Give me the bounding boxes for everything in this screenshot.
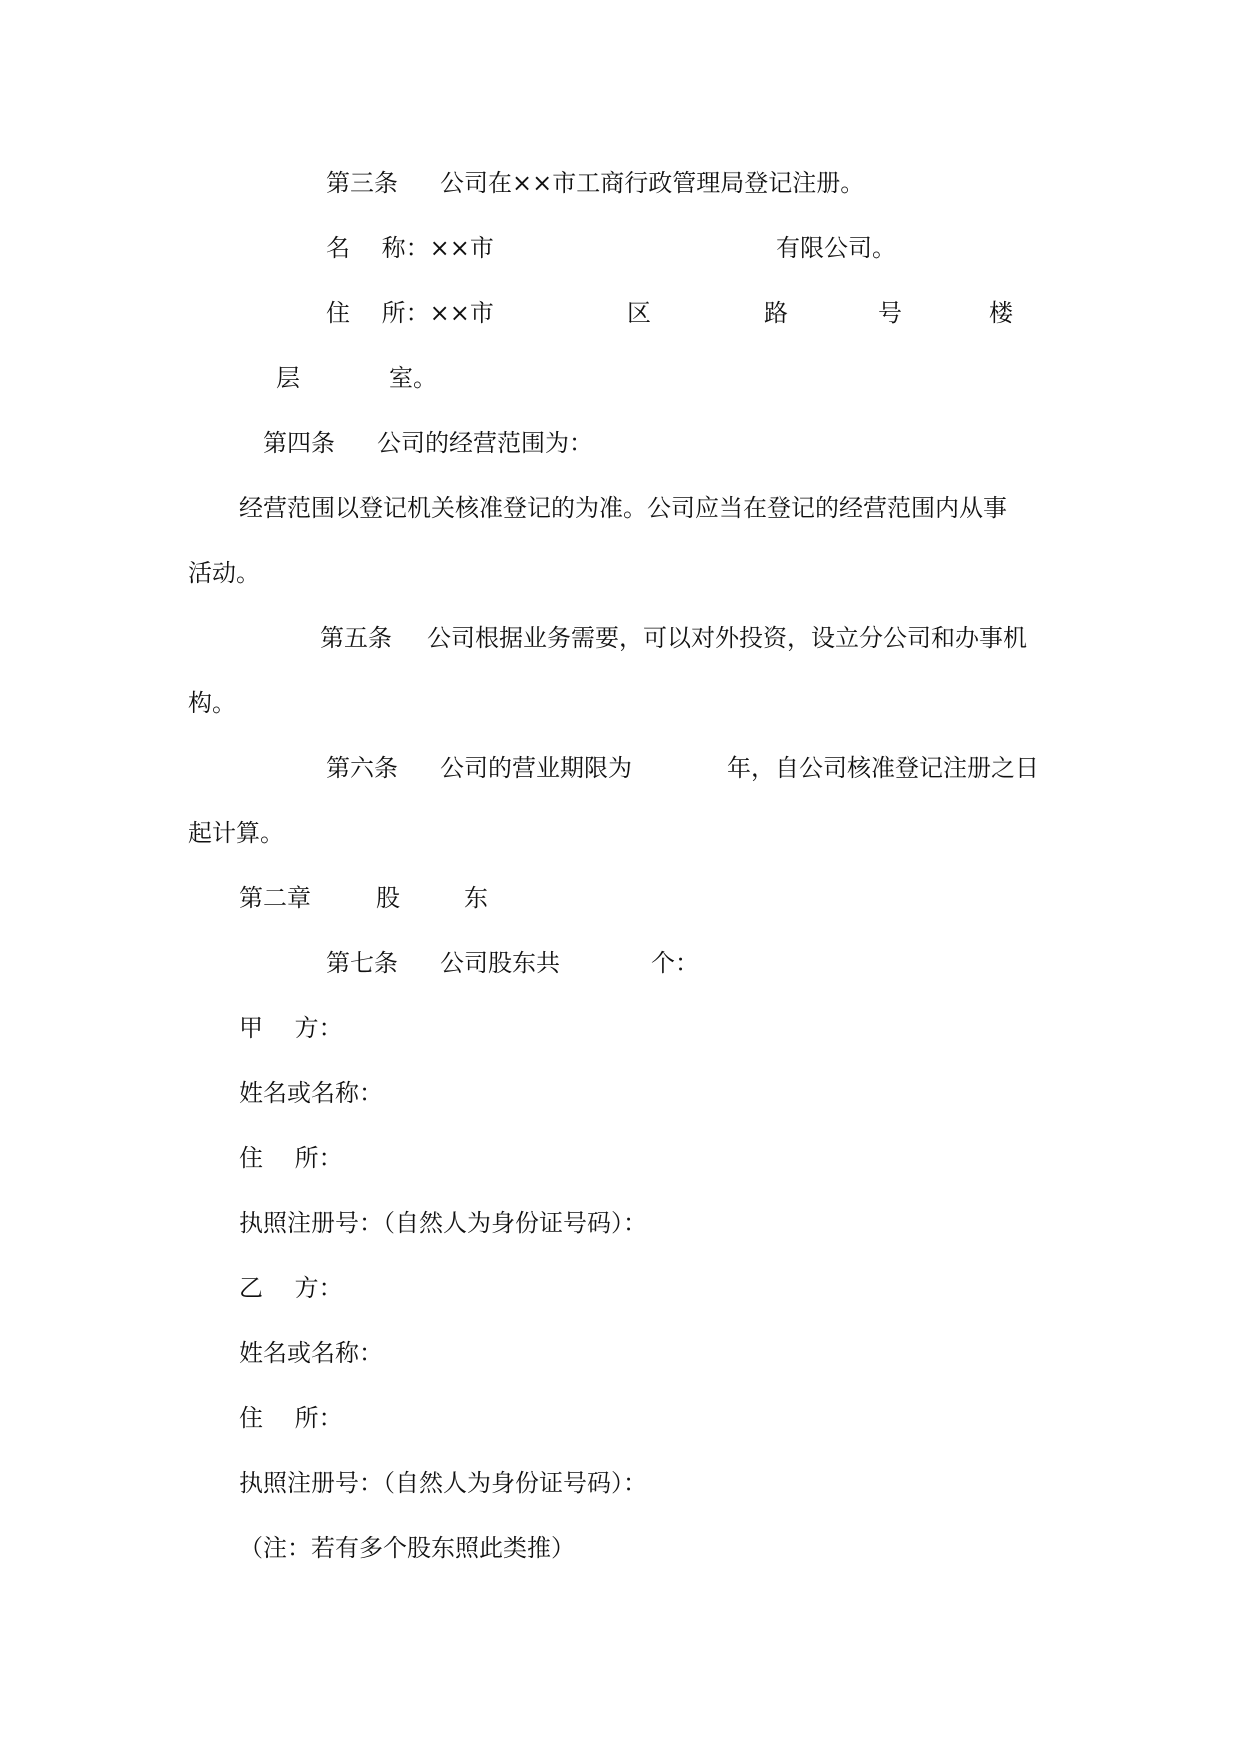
chapter-2-label: 第二章: [239, 884, 311, 912]
address-district: 区: [627, 299, 651, 327]
company-name-suffix: 有限公司。: [776, 234, 896, 262]
article-3-text: 公司在××市工商行政管理局登记注册。: [440, 169, 865, 197]
party-a-title: 甲 方：: [239, 1014, 343, 1042]
article-5-text-1: 公司根据业务需要，可以对外投资，设立分公司和办事机: [427, 624, 1027, 652]
article-6-text-b: 年，自公司核准登记注册之日: [727, 754, 1039, 782]
address-floor: 层: [276, 364, 300, 392]
address-number: 号: [878, 299, 902, 327]
party-b-title: 乙 方：: [239, 1274, 343, 1302]
business-scope-text-2: 活动。: [188, 559, 260, 587]
article-4-text: 公司的经营范围为：: [377, 429, 593, 457]
article-5-label: 第五条: [320, 624, 392, 652]
company-name-label: 名 称：××市: [326, 234, 494, 262]
party-b-name: 姓名或名称：: [239, 1339, 383, 1367]
article-7-line: [0, 948, 1235, 1098]
article-6-label: 第六条: [326, 754, 398, 782]
chapter-2-title-a: 股: [376, 884, 400, 912]
party-a-address: 住 所：: [239, 1144, 343, 1172]
address-room: 室。: [389, 364, 437, 392]
note-text: （注：若有多个股东照此类推）: [239, 1534, 575, 1562]
business-scope-text-1: 经营范围以登记机关核准登记的为准。公司应当在登记的经营范围内从事: [239, 494, 1007, 522]
article-5-text-2: 构。: [188, 689, 236, 717]
article-6-text-2: 起计算。: [188, 819, 284, 847]
chapter-2-title-b: 东: [464, 884, 488, 912]
party-a-license: 执照注册号：（自然人为身份证号码）：: [239, 1209, 647, 1237]
address-road: 路: [764, 299, 788, 327]
address-building: 楼: [989, 299, 1013, 327]
company-address-label: 住 所：××市: [326, 299, 494, 327]
article-4-label: 第四条: [263, 429, 335, 457]
article-7-label: 第七条: [326, 949, 398, 977]
article-7-text-a: 公司股东共: [440, 949, 560, 977]
article-6-text-a: 公司的营业期限为: [440, 754, 632, 782]
party-a-name: 姓名或名称：: [239, 1079, 383, 1107]
article-7-text-b: 个：: [651, 949, 699, 977]
party-b-address: 住 所：: [239, 1404, 343, 1432]
article-3-label: 第三条: [326, 169, 398, 197]
party-b-license: 执照注册号：（自然人为身份证号码）：: [239, 1469, 647, 1497]
